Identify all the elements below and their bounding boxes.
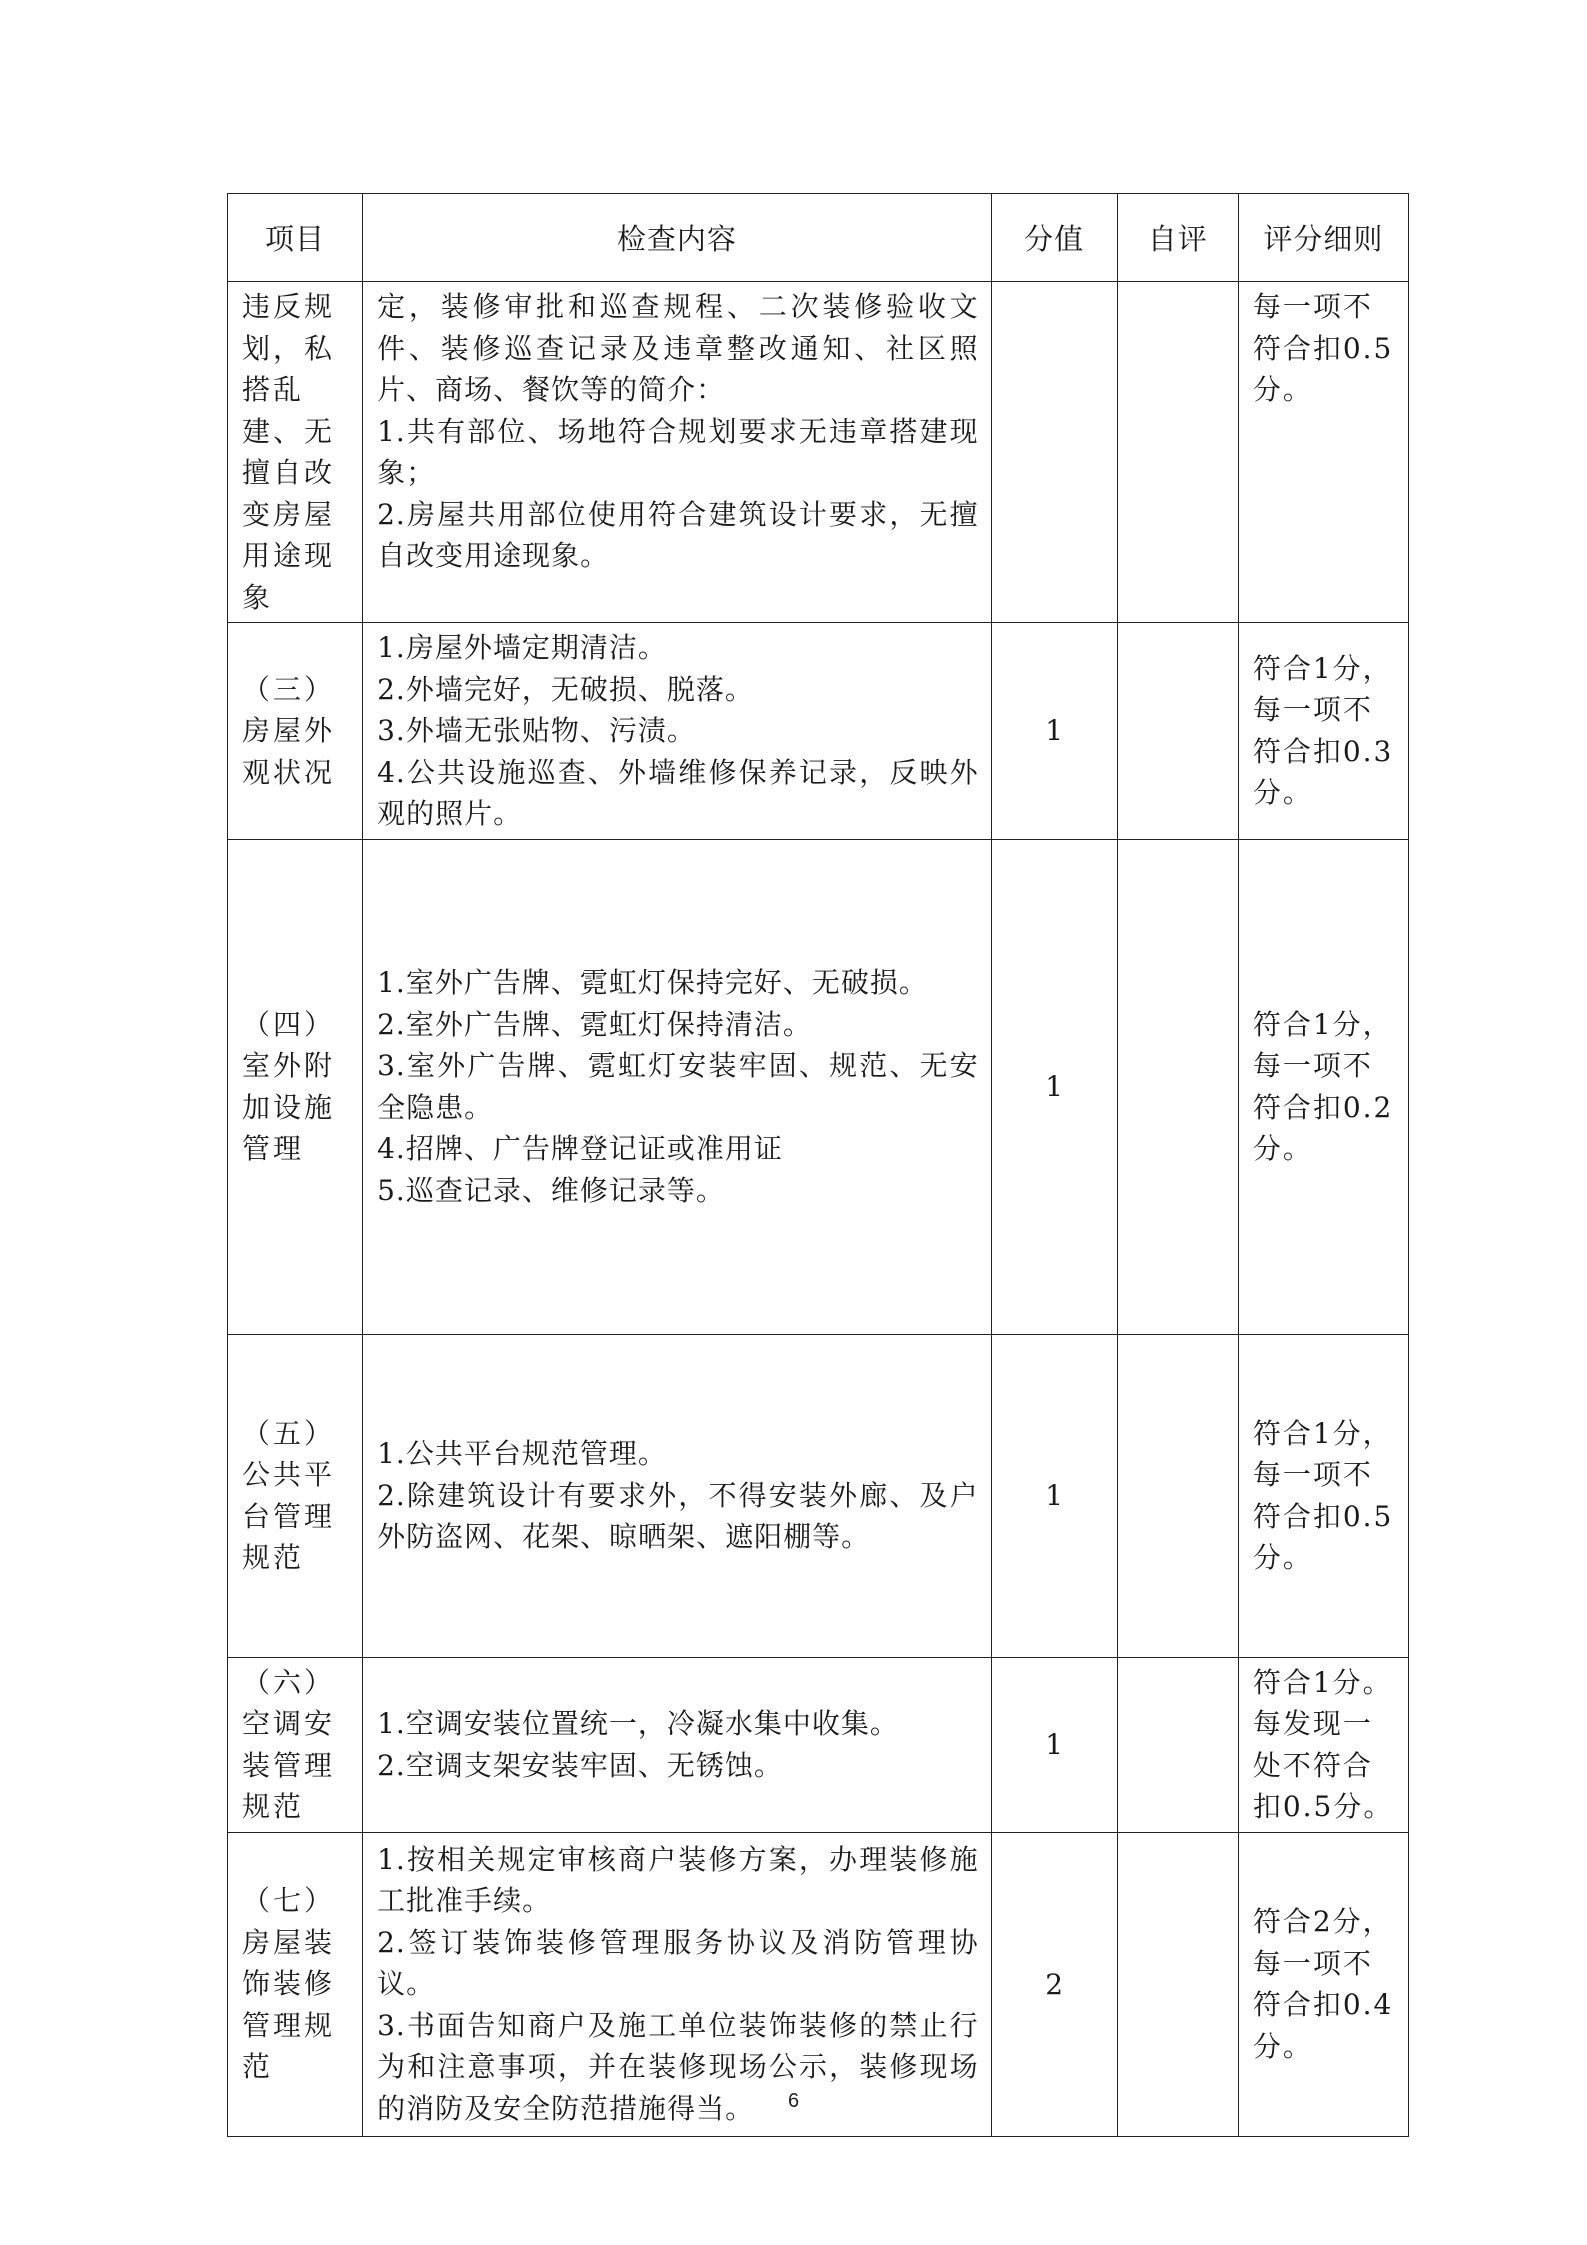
table-row — [228, 623, 1409, 840]
content-line: 定，装修审批和巡查规程、二次装修验收文件、装修巡查记录及违章整改通知、社区照片、商场、餐饮等的简介： — [377, 290, 979, 406]
content-line: 1.房屋外墙定期清洁。 — [377, 631, 667, 664]
content-line: 1.公共平台规范管理。 — [377, 1437, 667, 1471]
content-line: 1.共有部位、场地符合规划要求无违章搭建现象； — [377, 414, 979, 489]
content-line: 1.室外广告牌、霓虹灯保持完好、无破损。 — [377, 966, 928, 999]
row-score: 1 — [991, 623, 1117, 840]
table-header-row — [228, 194, 1409, 282]
header-item: 项目 — [228, 194, 363, 282]
row-content — [363, 1657, 992, 1832]
evaluation-table — [227, 193, 1409, 2137]
row-content — [363, 839, 992, 1334]
content-line: 2.室外广告牌、霓虹灯保持清洁。 — [377, 1007, 812, 1041]
row-score: 1 — [991, 1657, 1117, 1832]
content-line: 3.室外广告牌、霓虹灯安装牢固、规范、无安全隐患。 — [377, 1049, 979, 1124]
content-line: 1.空调安装位置统一，冷凝水集中收集。 — [377, 1707, 899, 1740]
row-self-eval — [1117, 282, 1238, 623]
row-rule: 符合1分，每一项不符合扣0.2分。 — [1238, 839, 1408, 1334]
content-line: 2.签订装饰装修管理服务协议及消防管理协议。 — [377, 1925, 979, 2001]
content-line: 4.公共设施巡查、外墙维修保养记录，反映外观的照片。 — [377, 755, 979, 830]
page-number: 6 — [787, 2090, 800, 2112]
row-self-eval — [1117, 623, 1238, 840]
header-score: 分值 — [991, 194, 1117, 282]
row-rule: 符合2分，每一项不符合扣0.4分。 — [1238, 1832, 1408, 2136]
content-line: 4.招牌、广告牌登记证或准用证 — [377, 1132, 783, 1165]
table-row — [228, 839, 1409, 1334]
table-row — [228, 282, 1409, 623]
content-line: 2.房屋共用部位使用符合建筑设计要求，无擅自改变用途现象。 — [377, 497, 979, 572]
row-content — [363, 1334, 992, 1657]
content-line: 2.除建筑设计有要求外，不得安装外廊、及户外防盗网、花架、晾晒架、遮阳棚等。 — [377, 1478, 979, 1554]
row-score: 1 — [991, 1334, 1117, 1657]
row-self-eval — [1117, 1657, 1238, 1832]
row-self-eval — [1117, 839, 1238, 1334]
content-line: 1.按相关规定审核商户装修方案，办理装修施工批准手续。 — [377, 1842, 979, 1918]
table-row — [228, 1334, 1409, 1657]
header-self-eval: 自评 — [1117, 194, 1238, 282]
row-item: （三）房屋外观状况 — [228, 623, 363, 840]
row-item: （四）室外附加设施管理 — [228, 839, 363, 1334]
row-item: （六）空调安装管理规范 — [228, 1657, 363, 1832]
header-content: 检查内容 — [363, 194, 992, 282]
content-line: 2.外墙完好，无破损、脱落。 — [377, 672, 754, 706]
header-rule: 评分细则 — [1238, 194, 1408, 282]
row-score — [991, 282, 1117, 623]
content-line: 3.书面告知商户及施工单位装饰装修的禁止行为和注意事项，并在装修现场公示，装修现场的消防及安全防范措施得当。 — [377, 2008, 979, 2125]
row-item: （五）公共平台管理规范 — [228, 1334, 363, 1657]
content-line: 3.外墙无张贴物、污渍。 — [377, 714, 696, 747]
row-item: 违反规划，私搭乱建、无擅自改变房屋用途现象 — [228, 282, 363, 623]
row-score: 1 — [991, 839, 1117, 1334]
row-rule: 符合1分，每一项不符合扣0.3分。 — [1238, 623, 1408, 840]
content-line: 2.空调支架安装牢固、无锈蚀。 — [377, 1748, 783, 1782]
content-line: 5.巡查记录、维修记录等。 — [377, 1173, 725, 1207]
row-item: （七）房屋装饰装修管理规范 — [228, 1832, 363, 2136]
row-rule: 符合1分。每发现一处不符合扣0.5分。 — [1238, 1657, 1408, 1832]
table-row — [228, 1657, 1409, 1832]
row-score: 2 — [991, 1832, 1117, 2136]
row-rule: 每一项不符合扣0.5分。 — [1238, 282, 1408, 623]
row-rule: 符合1分，每一项不符合扣0.5分。 — [1238, 1334, 1408, 1657]
row-content — [363, 282, 992, 623]
row-content — [363, 623, 992, 840]
row-self-eval — [1117, 1334, 1238, 1657]
